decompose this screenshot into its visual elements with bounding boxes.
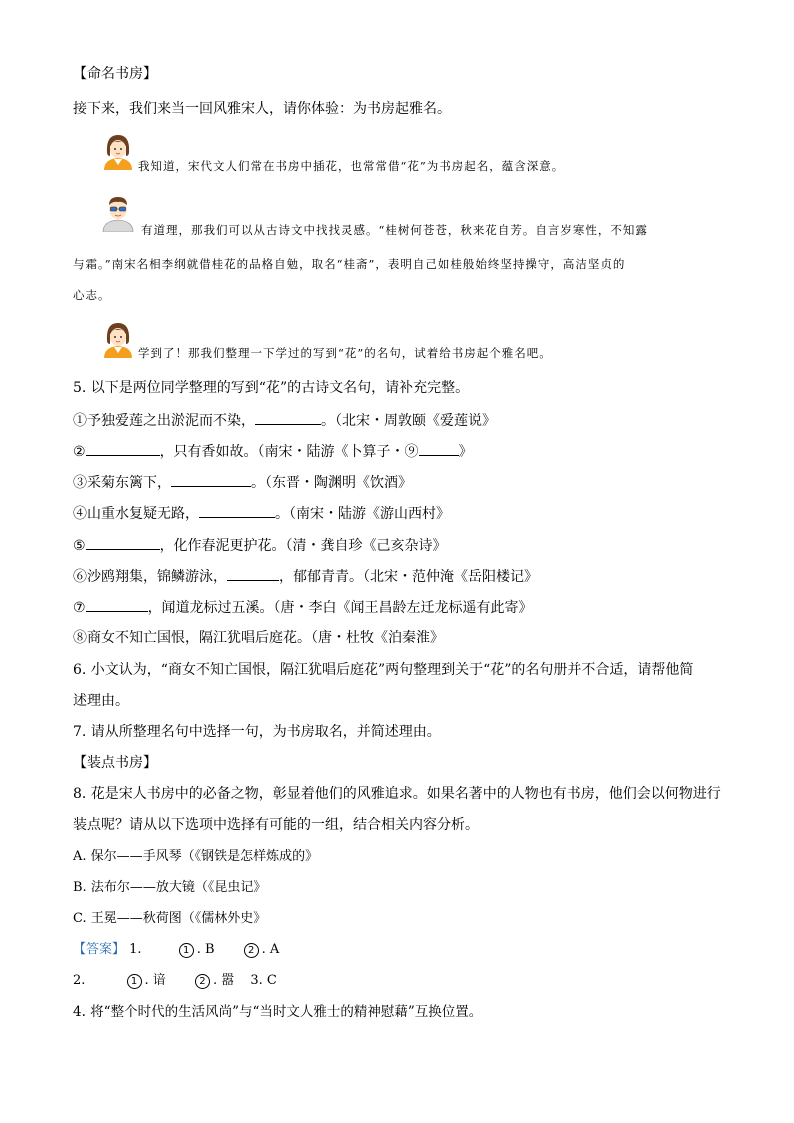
answer-blank[interactable]: [419, 441, 459, 456]
answer-tag: 【答案】: [73, 942, 126, 957]
answer-blank[interactable]: [86, 441, 160, 456]
dialogue-boy-line1: 有道理，那我们可以从古诗文中找找灵感。“桂树何苍苍，秋来花自芳。自言岁寒性，不知露: [141, 223, 648, 237]
q7-text: 7. 请从所整理名句中选择一句，为书房取名，并简述理由。: [73, 724, 441, 740]
answer-blank[interactable]: [255, 410, 321, 425]
q5-item-6: ⑥沙鸥翔集，锦鳞游泳， ，郁郁青青。（北宋・范仲淹《岳阳楼记》: [73, 566, 538, 587]
answer-blank[interactable]: [86, 597, 148, 612]
answer-row-2: 2. 1 . 谙 2 . 嚣 3. C: [73, 973, 277, 988]
q5-item-5: ⑤ ，化作春泥更护花。（清・龚自珍《己亥杂诗》: [73, 535, 447, 556]
q5-item-3: ③采菊东篱下， 。（东晋・陶渊明《饮酒》: [73, 472, 412, 493]
dialogue-girl-1: 我知道，宋代文人们常在书房中插花，也常常借“花”为书房起名，蕴含深意。: [138, 159, 565, 173]
dialogue-boy-line3: 心志。: [73, 288, 111, 302]
answer-blank[interactable]: [227, 566, 279, 581]
q8-option-a: A. 保尔——手风琴（《钢铁是怎样炼成的》: [73, 849, 319, 864]
answer-blank[interactable]: [199, 503, 275, 518]
girl-avatar-icon: [100, 132, 136, 170]
q8-line1: 8. 花是宋人书房中的必备之物，彰显着他们的风雅追求。如果名著中的人物也有书房，他们会以何物进行: [73, 786, 721, 802]
q8-line2: 装点呢？请从以下选项中选择有可能的一组，结合相关内容分析。: [73, 817, 479, 833]
dialogue-girl-2: 学到了！那我们整理一下学过的写到“花”的名句，试着给书房起个雅名吧。: [138, 346, 552, 360]
q5-item-2: ② ，只有香如故。（南宋・陆游《卜算子・⑨ 》: [73, 441, 473, 462]
answer-row-1: 【答案】 1. 1 . B 2 . A: [73, 942, 280, 957]
q8-option-c: C. 王冕——秋荷图（《儒林外史》: [73, 911, 267, 926]
answer-row-4: 4. 将“整个时代的生活风尚”与“当时文人雅士的精神慰藉”互换位置。: [73, 1004, 483, 1020]
q5-stem: 5. 以下是两位同学整理的写到“花”的古诗文名句，请补充完整。: [73, 380, 470, 396]
answer-blank[interactable]: [171, 472, 251, 487]
section-intro: 接下来，我们来当一回风雅宋人，请你体验：为书房起雅名。: [73, 101, 451, 117]
q6-line2: 述理由。: [73, 693, 129, 709]
q6-line1: 6. 小文认为，“商女不知亡国恨，隔江犹唱后庭花”两句整理到关于“花”的名句册并不合适，请帮他简: [73, 662, 694, 678]
q8-option-b: B. 法布尔——放大镜（《昆虫记》: [73, 880, 267, 895]
q5-item-7: ⑦ ，闻道龙标过五溪。（唐・李白《闻王昌龄左迁龙标遥有此寄》: [73, 597, 533, 618]
answer-blank[interactable]: [86, 535, 160, 550]
girl-avatar-icon: [100, 320, 136, 358]
q5-item-8: ⑧商女不知亡国恨，隔江犹唱后庭花。（唐・杜牧《泊秦淮》: [73, 630, 444, 646]
dialogue-boy-line2: 与霜。”南宋名相李纲就借桂花的品格自勉，取名“桂斋”，表明自己如桂般始终坚持操守，高洁坚贞的: [73, 257, 626, 271]
q5-item-1: ①予独爱莲之出淤泥而不染， 。（北宋・周敦颐《爱莲说》: [73, 410, 496, 431]
section-heading-decorate: 【装点书房】: [73, 755, 157, 771]
boy-avatar-icon: [100, 194, 136, 232]
section-heading-naming: 【命名书房】: [73, 66, 157, 82]
q5-item-4: ④山重水复疑无路， 。（南宋・陆游《游山西村》: [73, 503, 450, 524]
